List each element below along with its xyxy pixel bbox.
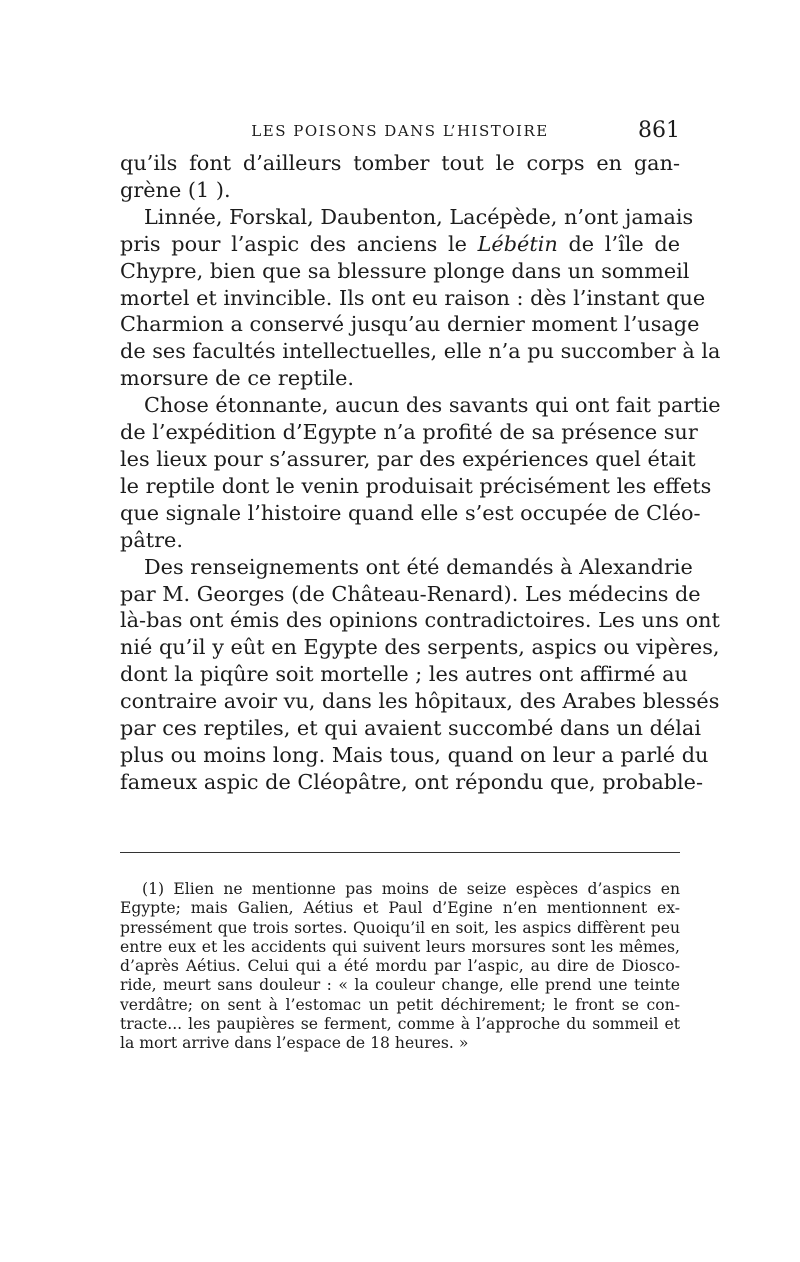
text-line: de l’expédition d’Egypte n’a profité de sa présence sur (120, 420, 698, 445)
text-line: Charmion a conservé jusqu’au dernier moment l’usage (120, 312, 700, 337)
text-line: pris pour l’aspic des anciens le Lébétin de l’île de (120, 231, 680, 256)
text-line: contraire avoir vu, dans les hôpitaux, des Arabes blessés (120, 689, 720, 714)
text-line: dont la piqûre soit mortelle ; les autres ont affirmé au (120, 662, 688, 687)
text-line: nié qu’il y eût en Egypte des serpents, aspics ou vipères, (120, 635, 720, 660)
footnote-line: d’après Aétius. Celui qui a été mordu par l’aspic, au dire de Diosco- (120, 957, 680, 976)
footnote (120, 880, 680, 1054)
italic-term: Lébétin (477, 231, 558, 256)
text-line: Chypre, bien que sa blessure plonge dans un sommeil (120, 258, 690, 283)
footnote-line: pressément que trois sortes. Quoiqu’il en soit, les aspics diffèrent peu (120, 918, 680, 937)
footnote-line: verdâtre; on sent à l’estomac un petit déchirement; le front se con- (120, 995, 680, 1014)
footnote-line: entre eux et les accidents qui suivent leurs morsures sont les mêmes, (120, 937, 680, 956)
text-line: morsure de ce reptile. (120, 366, 355, 391)
footnote-line: la mort arrive dans l’espace de 18 heures. » (120, 1034, 469, 1053)
text-line: Des renseignements ont été demandés à Alexandrie (144, 554, 693, 579)
text-line: Linnée, Forskal, Daubenton, Lacépède, n’ont jamais (144, 204, 694, 229)
text-line: de ses facultés intellectuelles, elle n’a pu succomber à la (120, 339, 721, 364)
footnote-line: (1) Elien ne mentionne pas moins de seize espèces d’aspics en (142, 880, 680, 898)
text-line: les lieux pour s’assurer, par des expériences quel était (120, 446, 696, 471)
text-line: que signale l’histoire quand elle s’est occupée de Cléo- (120, 500, 701, 525)
footnote-line: ride, meurt sans douleur : « la couleur change, elle prend une teinte (120, 976, 680, 995)
text-line: pâtre. (120, 527, 183, 552)
text-line: plus ou moins long. Mais tous, quand on leur a parlé du (120, 742, 709, 767)
text-line: le reptile dont le venin produisait précisément les effets (120, 473, 712, 498)
footnote-divider (120, 852, 680, 853)
text-line: par ces reptiles, et qui avaient succombé dans un délai (120, 716, 701, 741)
text-line: fameux aspic de Cléopâtre, ont répondu que, probable- (120, 769, 704, 794)
text-line: là-bas ont émis des opinions contradictoires. Les uns ont (120, 608, 720, 633)
page-number: 861 (638, 118, 680, 143)
text-line: mortel et invincible. Ils ont eu raison : dès l’instant que (120, 285, 706, 310)
text-line: par M. Georges (de Château-Renard). Les médecins de (120, 581, 701, 606)
text-line: grène (1 ). (120, 177, 231, 202)
running-head (120, 118, 680, 142)
footnote-line: tracte... les paupières se ferment, comme à l’approche du sommeil et (120, 1015, 680, 1034)
text-line: Chose étonnante, aucun des savants qui ont fait partie (144, 393, 721, 418)
main-text (120, 150, 721, 796)
text-line: qu’ils font d’ailleurs tomber tout le corps en gan- (120, 151, 680, 175)
running-title: LES POISONS DANS L’HISTOIRE (251, 122, 549, 140)
footnote-line: Egypte; mais Galien, Aétius et Paul d’Egine n’en mentionnent ex- (120, 899, 680, 918)
